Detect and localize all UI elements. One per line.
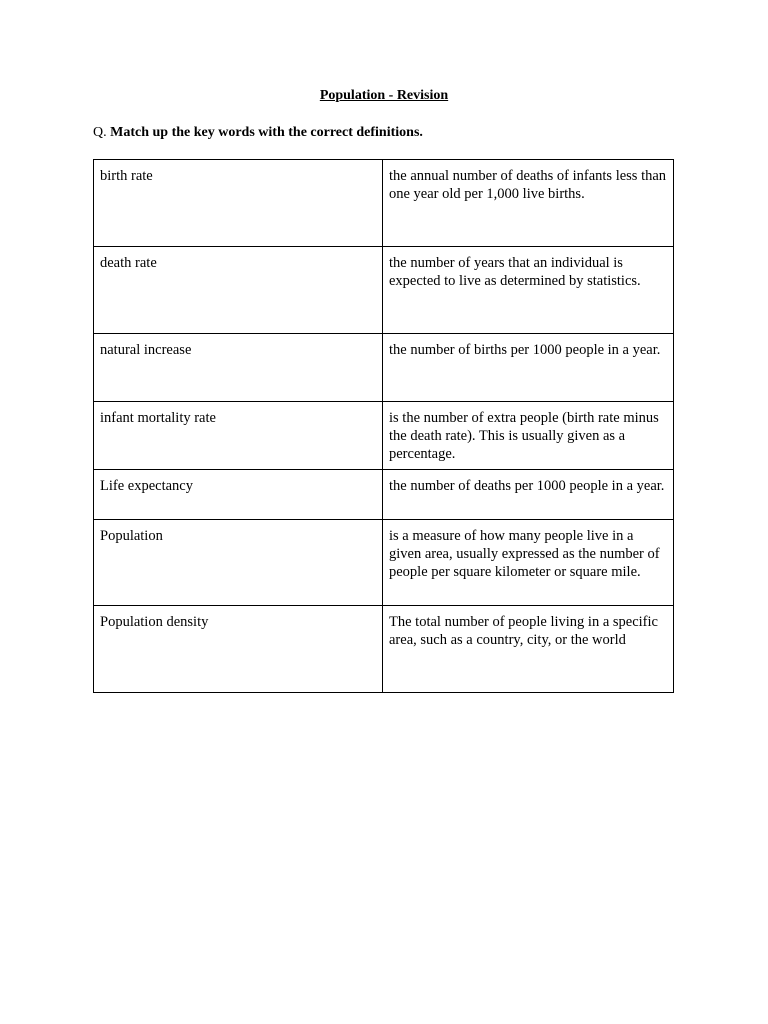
table-row xyxy=(94,606,674,693)
page-title: Population - Revision xyxy=(319,88,449,103)
definition-cell: the annual number of deaths of infants less than one year old per 1,000 live births. xyxy=(383,160,674,247)
term-cell: birth rate xyxy=(94,160,383,247)
definition-cell: The total number of people living in a specific area, such as a country, city, or the world xyxy=(383,606,674,693)
term-cell: Population density xyxy=(94,606,383,693)
table-row xyxy=(94,160,674,247)
definition-cell: is the number of extra people (birth rate minus the death rate). This is usually given as a percentage. xyxy=(383,402,674,470)
question xyxy=(93,125,423,141)
term-cell: death rate xyxy=(94,247,383,334)
table-row xyxy=(94,520,674,606)
term-cell: infant mortality rate xyxy=(94,402,383,470)
definition-cell: the number of deaths per 1000 people in a year. xyxy=(383,470,674,520)
table-row xyxy=(94,402,674,470)
table-row xyxy=(94,334,674,402)
question-text: Match up the key words with the correct definitions. xyxy=(110,125,423,140)
table-row xyxy=(94,247,674,334)
question-prefix: Q. xyxy=(93,125,107,140)
matching-table xyxy=(93,159,674,693)
term-cell: natural increase xyxy=(94,334,383,402)
term-cell: Life expectancy xyxy=(94,470,383,520)
term-cell: Population xyxy=(94,520,383,606)
table-row xyxy=(94,470,674,520)
definition-cell: the number of years that an individual is expected to live as determined by statistics. xyxy=(383,247,674,334)
definition-cell: is a measure of how many people live in a given area, usually expressed as the number of people per square kilometer or square mile. xyxy=(383,520,674,606)
definition-cell: the number of births per 1000 people in a year. xyxy=(383,334,674,402)
